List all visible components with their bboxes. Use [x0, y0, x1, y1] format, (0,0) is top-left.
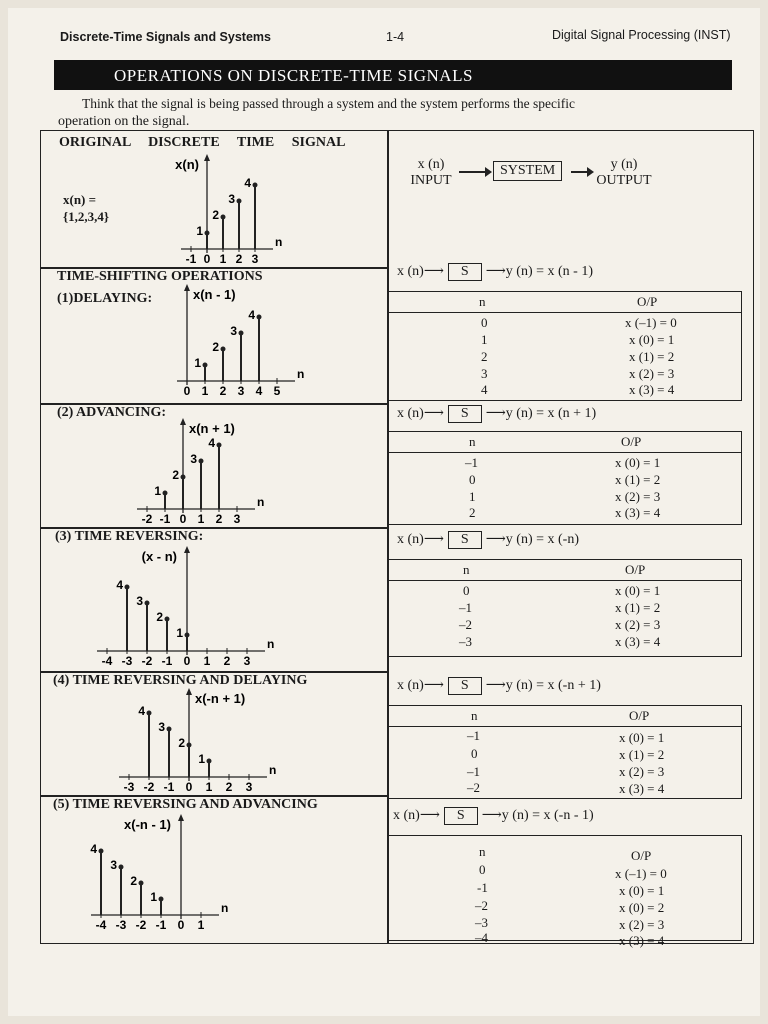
sample-value-label: 1 [154, 484, 161, 498]
tick-label: 0 [185, 780, 193, 794]
axis-n-label: n [221, 901, 229, 915]
op-output: y (n) = x (-n + 1) [505, 678, 601, 693]
sample-value-label: 4 [138, 704, 145, 718]
row-op: x (2) = 3 [629, 366, 675, 381]
axis-n-label: n [269, 763, 277, 777]
output-table-header [389, 292, 741, 313]
tick-label: -1 [159, 512, 171, 526]
tick-label: 1 [197, 918, 205, 932]
section-banner [54, 60, 732, 90]
op-system-box: S [448, 263, 482, 281]
sample-value-label: 2 [212, 208, 219, 222]
row-n: –1 [467, 764, 480, 779]
sample-value-label: 2 [156, 610, 163, 624]
system-box: SYSTEM [493, 161, 562, 181]
panel-reversing-advancing [389, 807, 751, 948]
sample-dot [221, 215, 226, 220]
tick-label: -1 [185, 252, 197, 265]
tick-label: -3 [115, 918, 127, 932]
output-table-header [389, 432, 741, 453]
tick-label: 0 [203, 252, 211, 265]
sample-dot [163, 491, 168, 496]
operation-line: x (n)⟶ S ⟶y (n) = x (n - 1) [397, 264, 593, 279]
plot-label: x(n) [175, 157, 199, 172]
row-n: 1 [481, 332, 488, 347]
tick-label: 2 [219, 384, 227, 398]
section-subtitle-delaying: (1)DELAYING: [57, 291, 153, 306]
sample-value-label: 1 [150, 890, 157, 904]
original-title: ORIGINAL DISCRETE TIME SIGNAL [59, 135, 346, 150]
plot-time-reversing [91, 543, 331, 671]
sample-value-label: 4 [248, 308, 255, 322]
row-op: x (1) = 2 [615, 472, 661, 487]
row-op: x (1) = 2 [619, 747, 665, 762]
sample-dot [253, 183, 258, 188]
sample-dot [181, 475, 186, 480]
sample-value-label: 2 [130, 874, 137, 888]
operation-line: x (n)⟶ S ⟶y (n) = x (n + 1) [397, 406, 597, 421]
tick-label: 4 [255, 384, 263, 398]
axis-n-label: n [275, 235, 283, 249]
sample-dot [159, 897, 164, 902]
tick-label: 0 [183, 654, 191, 668]
tick-label: 3 [245, 780, 253, 794]
row-n: 3 [481, 366, 488, 381]
tick-label: 5 [273, 384, 281, 398]
sample-value-label: 3 [228, 192, 235, 206]
tick-label: -1 [163, 780, 175, 794]
row-op: x (0) = 2 [619, 900, 665, 915]
row-op: x (0) = 1 [615, 583, 661, 598]
sample-dot [167, 727, 172, 732]
original-definition [63, 191, 109, 225]
plot-label: x(n + 1) [189, 421, 235, 436]
tick-label: 3 [251, 252, 259, 265]
sample-dot [185, 633, 190, 638]
panel-time-reversing [389, 531, 751, 671]
tick-label: 3 [233, 512, 241, 526]
sample-value-label: 1 [196, 224, 203, 238]
row-op: x (3) = 4 [615, 634, 661, 649]
column-header-op: O/P [637, 294, 658, 309]
row-op: x (3) = 4 [619, 933, 665, 948]
sample-value-label: 3 [110, 858, 117, 872]
output-table [389, 835, 742, 948]
section-title-advancing: (2) ADVANCING: [57, 405, 167, 420]
output-table [389, 705, 742, 799]
amplitude-axis-arrow [184, 546, 190, 553]
plot-delaying [161, 281, 361, 399]
section-title-time-reversing: (3) TIME REVERSING: [55, 529, 204, 544]
tick-label: 2 [215, 512, 223, 526]
op-input: x (n) [393, 808, 420, 823]
sample-dot [257, 315, 262, 320]
row-n: –3 [475, 915, 488, 930]
tick-label: -2 [135, 918, 147, 932]
column-header-op: O/P [625, 562, 646, 577]
section-title-time-shifting: TIME-SHIFTING OPERATIONS [57, 269, 263, 284]
op-system-box: S [448, 677, 482, 695]
row-op: x (3) = 4 [615, 505, 661, 520]
row-n: –1 [467, 728, 480, 743]
sample-value-label: 1 [198, 752, 205, 766]
op-system-box: S [448, 531, 482, 549]
panel-reversing-delaying [389, 677, 751, 795]
output-table-header [389, 706, 741, 727]
tick-label: 3 [237, 384, 245, 398]
tick-label: -1 [161, 654, 173, 668]
sample-dot [237, 199, 242, 204]
sample-value-label: 2 [212, 340, 219, 354]
sample-value-label: 4 [208, 436, 215, 450]
operation-line: x (n)⟶ S ⟶y (n) = x (-n + 1) [397, 678, 601, 693]
panel-delaying [389, 263, 751, 403]
sample-dot [187, 743, 192, 748]
operation-line: x (n)⟶ S ⟶y (n) = x (-n) [397, 532, 579, 547]
sample-dot [203, 363, 208, 368]
input-arrow-head [485, 167, 492, 177]
amplitude-axis-arrow [180, 418, 186, 425]
column-header-n: n [463, 562, 470, 577]
system-output-label [589, 157, 659, 189]
row-op: x (1) = 2 [629, 349, 675, 364]
op-system-box: S [444, 807, 478, 825]
op-input: x (n) [397, 264, 424, 279]
row-op: x (0) = 1 [615, 455, 661, 470]
plot-reversing-delaying [107, 685, 307, 795]
sample-dot [125, 585, 130, 590]
row-n: 0 [469, 472, 476, 487]
tick-label: 2 [225, 780, 233, 794]
row-op: x (2) = 3 [619, 764, 665, 779]
column-header-n: n [479, 844, 486, 859]
op-input: x (n) [397, 406, 424, 421]
output-table-header [389, 560, 741, 581]
banner-title: OPERATIONS ON DISCRETE-TIME SIGNALS [114, 66, 473, 85]
sample-value-label: 1 [176, 626, 183, 640]
sample-value-label: 3 [230, 324, 237, 338]
sample-dot [239, 331, 244, 336]
row-op: x (0) = 1 [619, 883, 665, 898]
section-title-reversing-delaying: (4) TIME REVERSING AND DELAYING [53, 673, 308, 688]
row-n: 1 [469, 489, 476, 504]
axis-n-label: n [257, 495, 265, 509]
definition-line-1: x(n) = [63, 192, 97, 207]
row-n: –1 [465, 455, 478, 470]
intro-line-1: Think that the signal is being passed through a system and the system performs the specific [82, 96, 576, 111]
input-signal: x (n) [417, 157, 445, 172]
axis-n-label: n [297, 367, 305, 381]
sample-dot [119, 865, 124, 870]
tick-label: -2 [141, 512, 153, 526]
sample-dot [99, 849, 104, 854]
sample-dot [199, 459, 204, 464]
output-table-header [389, 836, 741, 856]
sample-dot [147, 711, 152, 716]
sample-dot [207, 759, 212, 764]
op-system-box: S [448, 405, 482, 423]
sample-value-label: 3 [158, 720, 165, 734]
row-n: 2 [481, 349, 488, 364]
row-n: 0 [479, 862, 486, 877]
row-n: 0 [463, 583, 470, 598]
row-n: –2 [475, 898, 488, 913]
op-input: x (n) [397, 532, 424, 547]
row-op: x (–1) = 0 [625, 315, 677, 330]
tick-label: 1 [197, 512, 205, 526]
sample-value-label: 1 [194, 356, 201, 370]
plot-label: x(-n + 1) [195, 691, 246, 706]
row-n: 0 [481, 315, 488, 330]
plot-label: x(n - 1) [193, 287, 236, 302]
sample-value-label: 2 [172, 468, 179, 482]
output-table [389, 559, 742, 657]
sample-dot [205, 231, 210, 236]
tick-label: 1 [205, 780, 213, 794]
output-table [389, 291, 742, 401]
tick-label: -2 [141, 654, 153, 668]
sample-dot [217, 443, 222, 448]
tick-label: 0 [179, 512, 187, 526]
row-n: –1 [459, 600, 472, 615]
op-output: y (n) = x (n + 1) [505, 406, 597, 421]
plot-label: (x - n) [141, 549, 177, 564]
row-op: x (2) = 3 [615, 617, 661, 632]
row-n: –4 [475, 930, 488, 945]
sample-value-label: 4 [90, 842, 97, 856]
tick-label: 0 [183, 384, 191, 398]
row-op: x (3) = 4 [619, 781, 665, 796]
intro-line-2: operation on the signal. [58, 114, 190, 129]
sample-value-label: 4 [116, 578, 123, 592]
sample-dot [221, 347, 226, 352]
row-n: 2 [469, 505, 476, 520]
row-op: x (0) = 1 [629, 332, 675, 347]
system-diagram [403, 153, 743, 213]
column-header-n: n [471, 708, 478, 723]
row-n: -1 [477, 880, 488, 895]
tick-label: -2 [143, 780, 155, 794]
panel-advancing [389, 405, 751, 527]
output-signal: y (n) [610, 157, 638, 172]
column-header-op: O/P [621, 434, 642, 449]
operations-table [40, 130, 754, 948]
plot-reversing-advancing [81, 811, 281, 939]
plot-advancing [111, 415, 311, 527]
row-n: 4 [481, 382, 488, 397]
row-op: x (3) = 4 [629, 382, 675, 397]
operation-line: x (n)⟶ S ⟶y (n) = x (-n - 1) [393, 808, 594, 823]
tick-label: -1 [155, 918, 167, 932]
row-op: x (2) = 3 [615, 489, 661, 504]
system-input-label [403, 157, 459, 189]
row-n: –2 [467, 780, 480, 795]
column-header-op: O/P [629, 708, 650, 723]
sample-value-label: 4 [244, 176, 251, 190]
amplitude-axis-arrow [178, 814, 184, 821]
row-n: 0 [471, 746, 478, 761]
amplitude-axis-arrow [204, 154, 210, 161]
amplitude-axis-arrow [186, 688, 192, 695]
tick-label: -3 [121, 654, 133, 668]
input-caption: INPUT [410, 173, 452, 188]
tick-label: 2 [223, 654, 231, 668]
row-n: –3 [459, 634, 472, 649]
op-output: y (n) = x (n - 1) [505, 264, 593, 279]
tick-label: 2 [235, 252, 243, 265]
running-header-chapter: Discrete-Time Signals and Systems [60, 30, 271, 44]
tick-label: 1 [219, 252, 227, 265]
sample-dot [139, 881, 144, 886]
op-output: y (n) = x (-n) [505, 532, 579, 547]
sample-value-label: 2 [178, 736, 185, 750]
op-output: y (n) = x (-n - 1) [501, 808, 594, 823]
amplitude-axis-arrow [184, 284, 190, 291]
definition-line-2: {1,2,3,4} [63, 209, 109, 224]
column-header-n: n [469, 434, 476, 449]
row-op: x (1) = 2 [615, 600, 661, 615]
axis-n-label: n [267, 637, 275, 651]
sample-value-label: 3 [136, 594, 143, 608]
tick-label: -3 [123, 780, 135, 794]
tick-label: 3 [243, 654, 251, 668]
column-header-op: O/P [631, 848, 652, 863]
row-n: –2 [459, 617, 472, 632]
tick-label: -4 [101, 654, 113, 668]
running-header-book: Digital Signal Processing (INST) [552, 28, 731, 42]
tick-label: -4 [95, 918, 107, 932]
column-header-n: n [479, 294, 486, 309]
row-op: x (2) = 3 [619, 917, 665, 932]
output-table [389, 431, 742, 525]
sample-value-label: 3 [190, 452, 197, 466]
row-op: x (0) = 1 [619, 730, 665, 745]
plot-original [137, 151, 317, 265]
tick-label: 1 [201, 384, 209, 398]
op-input: x (n) [397, 678, 424, 693]
sample-dot [145, 601, 150, 606]
output-caption: OUTPUT [596, 173, 652, 188]
row-op: x (–1) = 0 [615, 866, 667, 881]
running-header-page-number: 1-4 [386, 30, 405, 44]
section-title-reversing-advancing: (5) TIME REVERSING AND ADVANCING [53, 797, 318, 812]
sample-dot [165, 617, 170, 622]
tick-label: 1 [203, 654, 211, 668]
plot-label: x(-n - 1) [124, 817, 171, 832]
tick-label: 0 [177, 918, 185, 932]
